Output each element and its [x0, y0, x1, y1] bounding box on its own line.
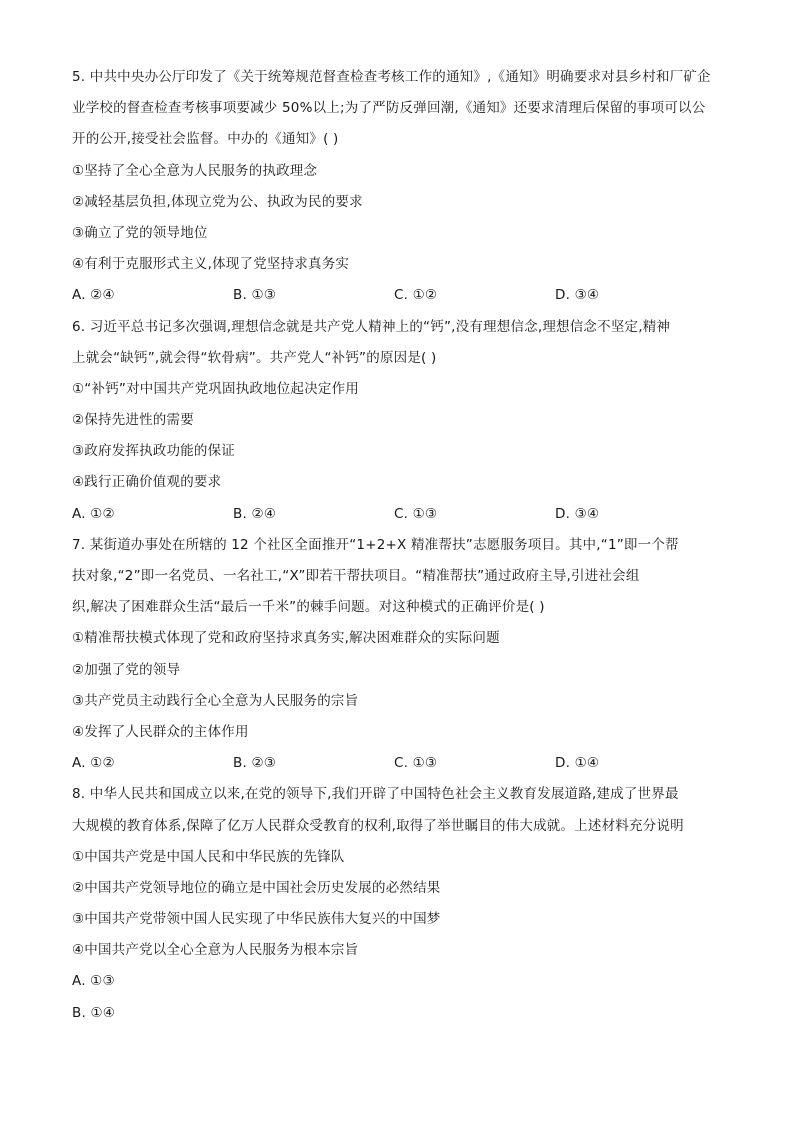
statement: ②中国共产党领导地位的确立是中国社会历史发展的必然结果	[72, 879, 441, 896]
answer-options	[72, 280, 722, 311]
question-6	[72, 312, 722, 530]
question-stem: 开的公开,接受社会监督。中办的《通知》( )	[72, 131, 339, 148]
question-stem: 5. 中共中央办公厅印发了《关于统筹规范督查检查考核工作的通知》,《通知》明确要求对县乡村和厂矿企	[72, 69, 711, 85]
option-c[interactable]: C. ①②	[394, 287, 438, 304]
question-7	[72, 530, 722, 780]
answer-options	[72, 748, 722, 779]
statement: ①精准帮扶模式体现了党和政府坚持求真务实,解决困难群众的实际问题	[72, 630, 500, 647]
option-d[interactable]: D. ①④	[555, 755, 600, 772]
statement: ①坚持了全心全意为人民服务的执政理念	[72, 162, 318, 179]
option-b[interactable]: B. ①③	[233, 287, 277, 304]
statement: ①中国共产党是中国人民和中华民族的先锋队	[72, 848, 345, 865]
option-a[interactable]: A. ①②	[72, 755, 115, 772]
question-5	[72, 62, 722, 312]
statement: ②加强了党的领导	[72, 661, 181, 678]
question-stem: 扶对象,“2”即一名党员、一名社工,“X”即若干帮扶项目。“精准帮扶”通过政府主导,引进社会组	[72, 568, 640, 584]
statement: ④践行正确价值观的要求	[72, 474, 222, 491]
statement: ③中国共产党带领中国人民实现了中华民族伟大复兴的中国梦	[72, 911, 441, 928]
option-b[interactable]: B. ②④	[233, 505, 277, 522]
statement: ④中国共产党以全心全意为人民服务为根本宗旨	[72, 942, 359, 959]
option-d[interactable]: D. ③④	[555, 505, 600, 522]
answer-options	[72, 499, 722, 530]
statement: ①“补钙”对中国共产党巩固执政地位起决定作用	[72, 380, 359, 397]
statement: ③确立了党的领导地位	[72, 224, 208, 241]
question-stem: 8. 中华人民共和国成立以来,在党的领导下,我们开辟了中国特色社会主义教育发展道路,建成了世界最	[72, 786, 679, 803]
option-c[interactable]: C. ①③	[394, 505, 438, 522]
question-stem: 7. 某街道办事处在所辖的 12 个社区全面推开“1+2+X 精准帮扶”志愿服务项目。其中,“1”即一个帮	[72, 536, 679, 553]
statement: ②减轻基层负担,体现立党为公、执政为民的要求	[72, 193, 363, 210]
statement: ②保持先进性的需要	[72, 412, 194, 429]
question-stem: 大规模的教育体系,保障了亿万人民群众受教育的权利,取得了举世瞩目的伟大成就。上述材料充分说明	[72, 817, 684, 834]
option-a[interactable]: A. ②④	[72, 287, 115, 304]
question-stem: 织,解决了困难群众生活“最后一千米”的棘手问题。对这种模式的正确评价是( )	[72, 599, 545, 616]
option-c[interactable]: C. ①③	[394, 755, 438, 772]
option-d[interactable]: D. ③④	[555, 287, 600, 304]
question-stem: 上就会“缺钙”,就会得“软骨病”。共产党人“补钙”的原因是( )	[72, 349, 437, 366]
statement: ④有利于克服形式主义,体现了党坚持求真务实	[72, 256, 350, 273]
statement: ④发挥了人民群众的主体作用	[72, 723, 249, 740]
option-a[interactable]: A. ①②	[72, 505, 115, 522]
statement: ③政府发挥执政功能的保证	[72, 443, 236, 460]
option-b[interactable]: B. ①④	[72, 1004, 116, 1021]
exam-page	[72, 62, 722, 1029]
question-stem: 业学校的督查检查考核事项要减少 50%以上;为了严防反弹回潮,《通知》还要求清理后保留的事项可以公	[72, 100, 706, 117]
question-8	[72, 779, 722, 1029]
option-a[interactable]: A. ①③	[72, 973, 115, 990]
statement: ③共产党员主动践行全心全意为人民服务的宗旨	[72, 692, 359, 709]
question-stem: 6. 习近平总书记多次强调,理想信念就是共产党人精神上的“钙”,没有理想信念,理想信念不坚定,精神	[72, 318, 671, 335]
option-b[interactable]: B. ②③	[233, 755, 277, 772]
